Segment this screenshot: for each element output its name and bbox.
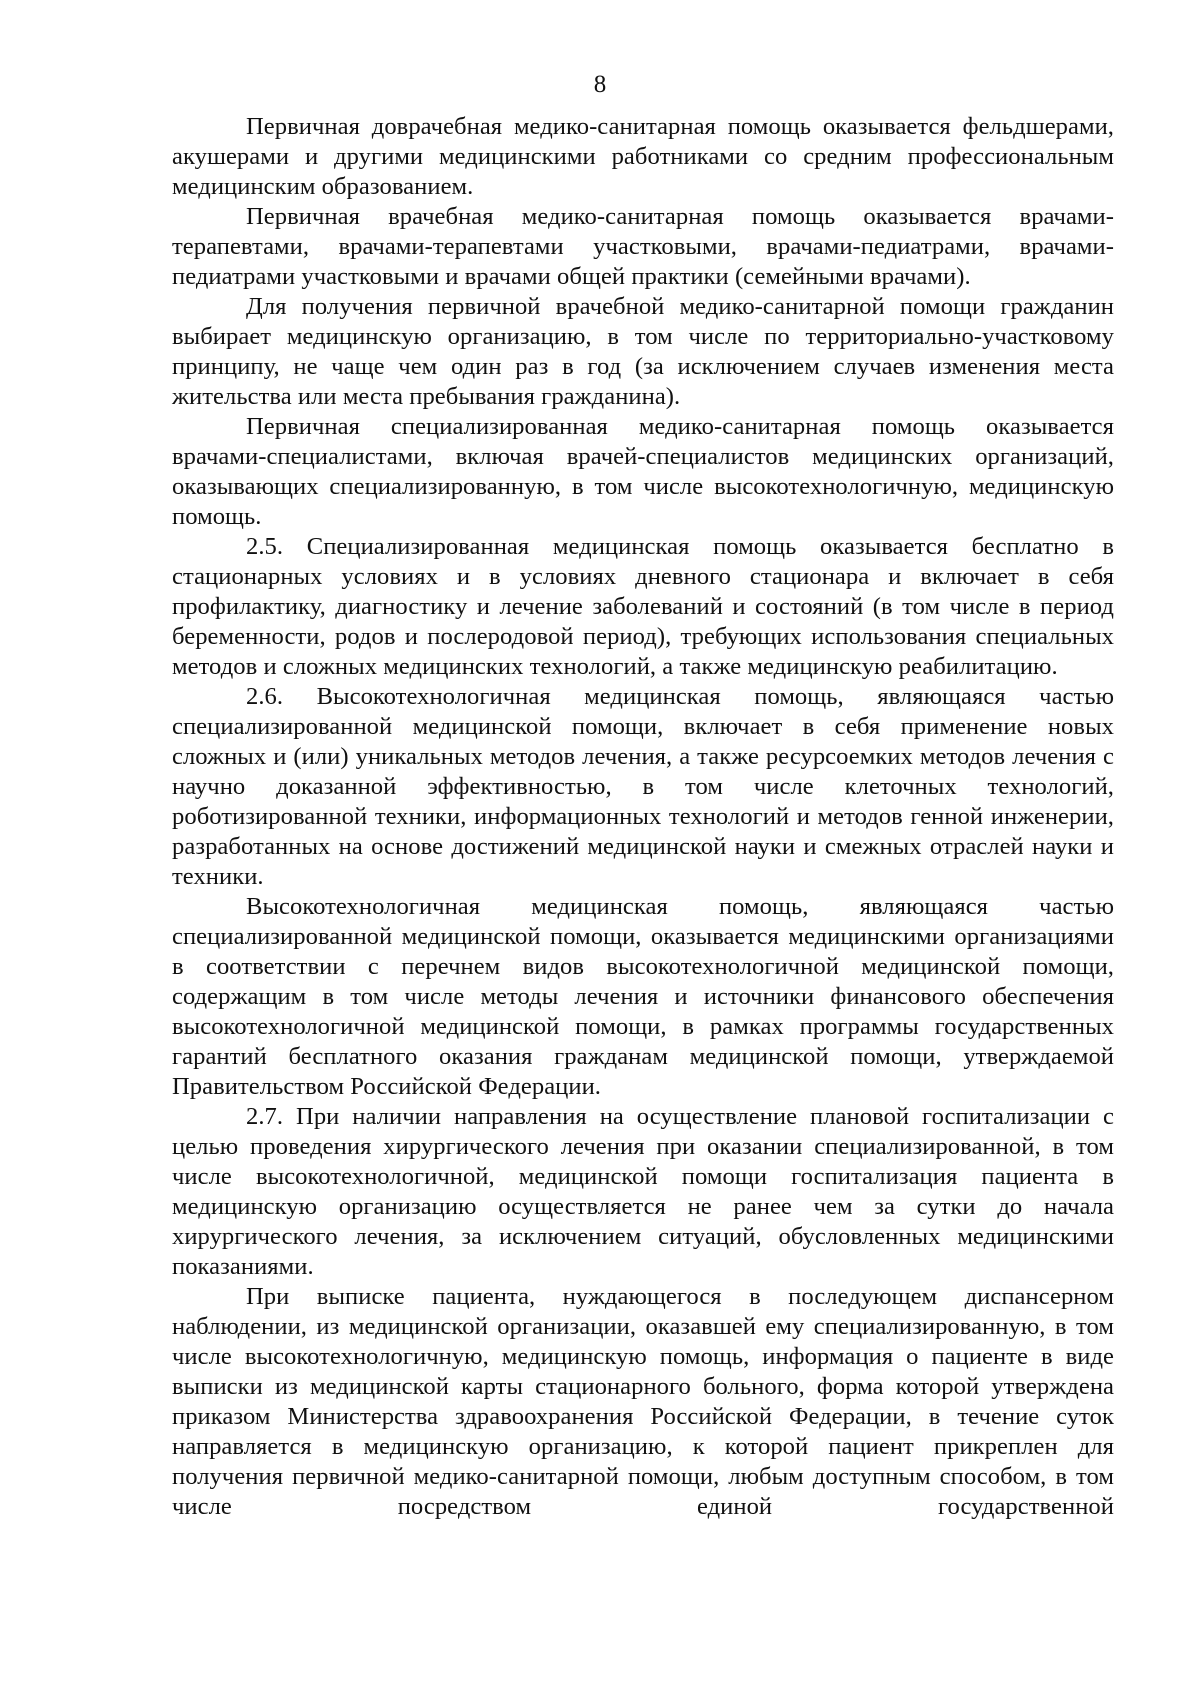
document-body xyxy=(172,112,1114,1522)
paragraph-section-2-6: 2.6. Высокотехнологичная медицинская помощь, являющаяся частью специализированной медицинской помощи, включает в себя применение новых сложных и (или) уникальных методов лечения, а также ресурсоемких методов лечения с научно доказанной эффективностью, в том числе клеточных технологий, роботизированной техники, информационных технологий и методов генной инженерии, разработанных на основе достижений медицинской науки и смежных отраслей науки и техники. xyxy=(172,683,1114,890)
page-number: 8 xyxy=(593,71,607,98)
paragraph-primary-prephysician-care: Первичная доврачебная медико-санитарная помощь оказывается фельдшерами, акушерами и другими медицинскими работниками со средним профессиональным медицинским образованием. xyxy=(172,113,1114,200)
paragraph-high-tech-care-organizations: Высокотехнологичная медицинская помощь, являющаяся частью специализированной медицинской помощи, оказывается медицинскими организациями в соответствии с перечнем видов высокотехнологичной медицинской помощи, содержащим в том числе методы лечения и источники финансового обеспечения высокотехнологичной медицинской помощи, в рамках программы государственных гарантий бесплатного оказания гражданам медицинской помощи, утверждаемой Правительством Российской Федерации. xyxy=(172,893,1114,1100)
paragraph-section-2-5: 2.5. Специализированная медицинская помощь оказывается бесплатно в стационарных условиях и в условиях дневного стационара и включает в себя профилактику, диагностику и лечение заболеваний и состояний (в том числе в период беременности, родов и послеродовой период), требующих использования специальных методов и сложных медицинских технологий, а также медицинскую реабилитацию. xyxy=(172,533,1114,680)
paragraph-primary-physician-care: Первичная врачебная медико-санитарная помощь оказывается врачами-терапевтами, врачами-терапевтами участковыми, врачами-педиатрами, врачами-педиатрами участковыми и врачами общей практики (семейными врачами). xyxy=(172,203,1114,290)
paragraph-patient-discharge: При выписке пациента, нуждающегося в последующем диспансерном наблюдении, из медицинской организации, оказавшей ему специализированную, в том числе высокотехнологичную, медицинскую помощь, информация о пациенте в виде выписки из медицинской карты стационарного больного, форма которой утверждена приказом Министерства здравоохранения Российской Федерации, в течение суток направляется в медицинскую организацию, к которой пациент прикреплен для получения первичной медико-санитарной помощи, любым доступным способом, в том числе посредством единой государственной xyxy=(172,1283,1114,1520)
paragraph-section-2-7: 2.7. При наличии направления на осуществление плановой госпитализации с целью проведения хирургического лечения при оказании специализированной, в том числе высокотехнологичной, медицинской помощи госпитализация пациента в медицинскую организацию осуществляется не ранее чем за сутки до начала хирургического лечения, за исключением ситуаций, обусловленных медицинскими показаниями. xyxy=(172,1103,1114,1280)
paragraph-choice-of-organization: Для получения первичной врачебной медико-санитарной помощи гражданин выбирает медицинскую организацию, в том числе по территориально-участковому принципу, не чаще чем один раз в год (за исключением случаев изменения места жительства или места пребывания гражданина). xyxy=(172,293,1114,410)
paragraph-primary-specialized-care: Первичная специализированная медико-санитарная помощь оказывается врачами-специалистами, включая врачей-специалистов медицинских организаций, оказывающих специализированную, в том числе высокотехнологичную, медицинскую помощь. xyxy=(172,413,1114,530)
